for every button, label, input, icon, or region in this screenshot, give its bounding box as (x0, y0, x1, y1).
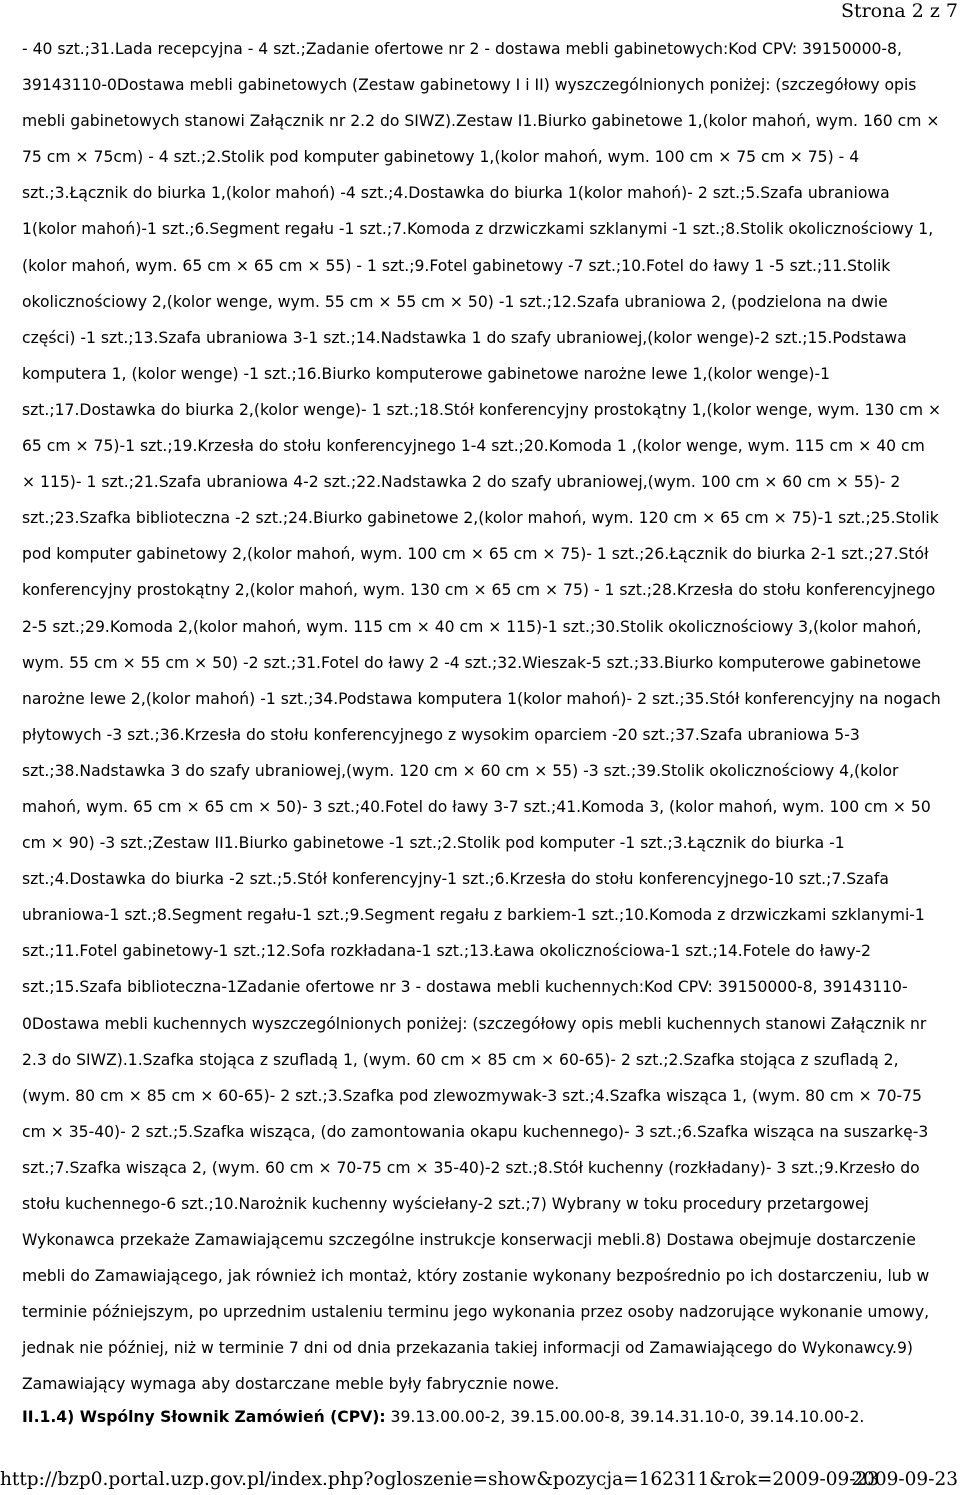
print-date: 2009-09-23 (851, 1469, 958, 1490)
page-footer (0, 1468, 960, 1492)
cpv-label: II.1.4) Wspólny Słownik Zamówień (CPV): (22, 1408, 386, 1426)
page-number: Strona 2 z 7 (840, 0, 958, 22)
source-url-link[interactable]: http://bzp0.portal.uzp.gov.pl/index.php?ogloszenie=show&pozycja=162311&rok=2009-09-23 (0, 1469, 880, 1490)
cpv-codes: 39.13.00.00-2, 39.15.00.00-8, 39.14.31.10-0, 39.14.10.00-2. (385, 1408, 865, 1426)
cpv-line (22, 1405, 942, 1429)
announcement-body-text: - 40 szt.;31.Lada recepcyjna - 4 szt.;Zadanie ofertowe nr 2 - dostawa mebli gabinetowych:Kod CPV: 39150000-8, 39143110-0Dostawa mebli gabinetowych (Zestaw gabinetowy I i II) wyszczególnionych poniżej: (szczegółowy opis mebli gabinetowych stanowi Załącznik nr 2.2 do SIWZ).Zestaw I1.Biurko gabinetowe 1,(kolor mahoń, wym. 160 cm × 75 cm × 75cm) - 4 szt.;2.Stolik pod komputer gabinetowy 1,(kolor mahoń, wym. 100 cm × 75 cm × 75) - 4 szt.;3.Łącznik do biurka 1,(kolor mahoń) -4 szt.;4.Dostawka do biurka 1(kolor mahoń)- 2 szt.;5.Szafa ubraniowa 1(kolor mahoń)-1 szt.;6.Segment regału -1 szt.;7.Komoda z drzwiczkami szklanymi -1 szt.;8.Stolik okolicznościowy 1, (kolor mahoń, wym. 65 cm × 65 cm × 55) - 1 szt.;9.Fotel gabinetowy -7 szt.;10.Fotel do ławy 1 -5 szt.;11.Stolik okolicznościowy 2,(kolor wenge, wym. 55 cm × 55 cm × 50) -1 szt.;12.Szafa ubraniowa 2, (podzielona na dwie części) -1 szt.;13.Szafa ubraniowa 3-1 szt.;14.Nadstawka 1 do szafy ubraniowej,(kolor wenge)-2 szt.;15.Podstawa komputera 1, (kolor wenge) -1 szt.;16.Biurko komputerowe gabinetowe narożne lewe 1,(kolor wenge)-1 szt.;17.Dostawka do biurka 2,(kolor wenge)- 1 szt.;18.Stół konferencyjny prostokątny 1,(kolor wenge, wym. 130 cm × 65 cm × 75)-1 szt.;19.Krzesła do stołu konferencyjnego 1-4 szt.;20.Komoda 1 ,(kolor wenge, wym. 115 cm × 40 cm × 115)- 1 szt.;21.Szafa ubraniowa 4-2 szt.;22.Nadstawka 2 do szafy ubraniowej,(wym. 100 cm × 60 cm × 55)- 2 szt.;23.Szafka biblioteczna -2 szt.;24.Biurko gabinetowe 2,(kolor mahoń, wym. 120 cm × 65 cm × 75)-1 szt.;25.Stolik pod komputer gabinetowy 2,(kolor mahoń, wym. 100 cm × 65 cm × 75)- 1 szt.;26.Łącznik do biurka 2-1 szt.;27.Stół konferencyjny prostokątny 2,(kolor mahoń, wym. 130 cm × 65 cm × 75) - 1 szt.;28.Krzesła do stołu konferencyjnego 2-5 szt.;29.Komoda 2,(kolor mahoń, wym. 115 cm × 40 cm × 115)-1 szt.;30.Stolik okolicznościowy 3,(kolor mahoń, wym. 55 cm × 55 cm × 50) -2 szt.;31.Fotel do ławy 2 -4 szt.;32.Wieszak-5 szt.;33.Biurko komputerowe gabinetowe narożne lewe 2,(kolor mahoń) -1 szt.;34.Podstawa komputera 1(kolor mahoń)- 2 szt.;35.Stół konferencyjny na nogach płytowych -3 szt.;36.Krzesła do stołu konferencyjnego z wysokim oparciem -20 szt.;37.Szafa ubraniowa 5-3 szt.;38.Nadstawka 3 do szafy ubraniowej,(wym. 120 cm × 60 cm × 55) -3 szt.;39.Stolik okolicznościowy 4,(kolor mahoń, wym. 65 cm × 65 cm × 50)- 3 szt.;40.Fotel do ławy 3-7 szt.;41.Komoda 3, (kolor mahoń, wym. 100 cm × 50 cm × 90) -3 szt.;Zestaw II1.Biurko gabinetowe -1 szt.;2.Stolik pod komputer -1 szt.;3.Łącznik do biurka -1 szt.;4.Dostawka do biurka -2 szt.;5.Stół konferencyjny-1 szt.;6.Krzesła do stołu konferencyjnego-10 szt.;7.Szafa ubraniowa-1 szt.;8.Segment regału-1 szt.;9.Segment regału z barkiem-1 szt.;10.Komoda z drzwiczkami szklanymi-1 szt.;11.Fotel gabinetowy-1 szt.;12.Sofa rozkładana-1 szt.;13.Ława okolicznościowa-1 szt.;14.Fotele do ławy-2 szt.;15.Szafa biblioteczna-1Zadanie ofertowe nr 3 - dostawa mebli kuchennych:Kod CPV: 39150000-8, 39143110-0Dostawa mebli kuchennych wyszczególnionych poniżej: (szczegółowy opis mebli kuchennych stanowi Załącznik nr 2.3 do SIWZ).1.Szafka stojąca z szufladą 1, (wym. 60 cm × 85 cm × 60-65)- 2 szt.;2.Szafka stojąca z szufladą 2,(wym. 80 cm × 85 cm × 60-65)- 2 szt.;3.Szafka pod zlewozmywak-3 szt.;4.Szafka wisząca 1, (wym. 80 cm × 70-75 cm × 35-40)- 2 szt.;5.Szafka wisząca, (do zamontowania okapu kuchennego)- 3 szt.;6.Szafka wisząca na suszarkę-3 szt.;7.Szafka wisząca 2, (wym. 60 cm × 70-75 cm × 35-40)-2 szt.;8.Stół kuchenny (rozkładany)- 3 szt.;9.Krzesło do stołu kuchennego-6 szt.;10.Narożnik kuchenny wyściełany-2 szt.;7) Wybrany w toku procedury przetargowej Wykonawca przekaże Zamawiającemu szczególne instrukcje konserwacji mebli.8) Dostawa obejmuje dostarczenie mebli do Zamawiającego, jak również ich montaż, który zostanie wykonany bezpośrednio po ich dostarczeniu, lub w terminie późniejszym, po uprzednim ustaleniu terminu jego wykonania przez osoby nadzorujące wykonanie umowy, jednak nie później, niż w terminie 7 dni od dnia przekazania takiej informacji od Zamawiającego do Wykonawcy.9) Zamawiający wymaga aby dostarczane meble były fabrycznie nowe. (22, 40, 942, 1394)
